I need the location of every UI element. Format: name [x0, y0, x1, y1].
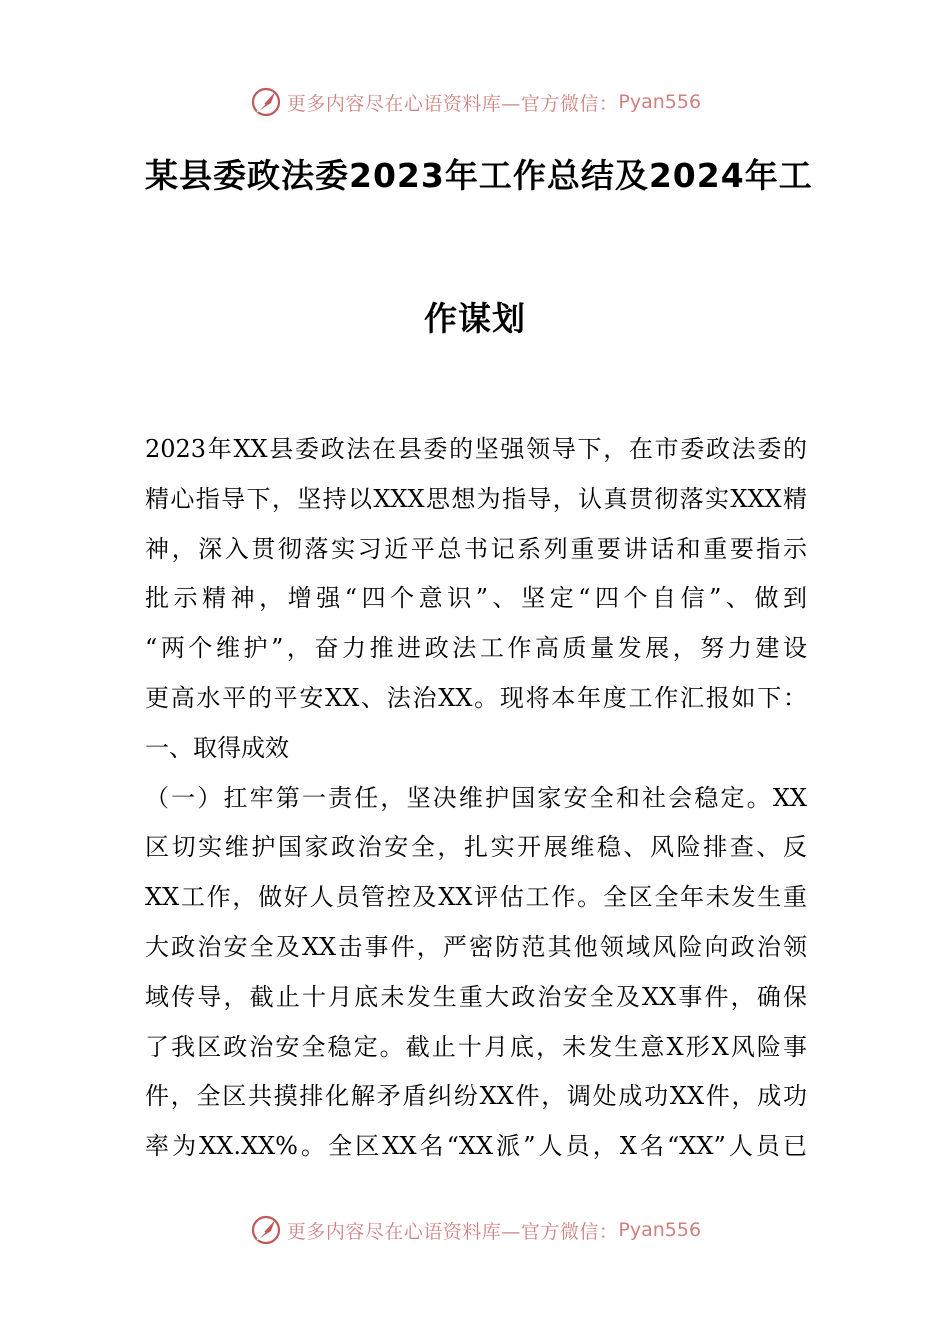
document-title-line-1: 某县委政法委2023年工作总结及2024年工: [145, 156, 813, 195]
body-line: “两个维护”，奋力推进政法工作高质量发展，努力建设: [145, 634, 807, 663]
watermark-wechat-id: Pyan556: [618, 1219, 702, 1241]
body-line: 精心指导下，坚持以XXX思想为指导，认真贯彻落实XXX精: [145, 484, 807, 513]
watermark-text: 更多内容尽在心语资料库—官方微信：: [286, 92, 619, 115]
watermark-text: 更多内容尽在心语资料库—官方微信：: [286, 1220, 619, 1243]
body-line: XX工作，做好人员管控及XX评估工作。全区全年未发生重: [145, 883, 807, 912]
body-line: 件，全区共摸排化解矛盾纠纷XX件，调处成功XX件，成功: [145, 1082, 807, 1111]
quill-logo-icon: [249, 85, 283, 119]
section-heading: 一、取得成效: [145, 733, 289, 762]
document-title-line-2: 作谋划: [424, 299, 526, 338]
body-line: （一）扛牢第一责任，坚决维护国家安全和社会稳定。XX: [145, 783, 807, 812]
body-line: 2023年XX县委政法在县委的坚强领导下，在市委政法委的: [145, 435, 807, 463]
watermark-wechat-id: Pyan556: [618, 91, 702, 113]
header-watermark: [0, 82, 950, 122]
body-line: 更高水平的平安XX、法治XX。现将本年度工作汇报如下：: [145, 683, 807, 712]
body-line: 大政治安全及XX击事件，严密防范其他领域风险向政治领: [145, 932, 807, 961]
footer-watermark: [0, 1210, 950, 1250]
quill-logo-icon: [249, 1213, 283, 1247]
body-line: 神，深入贯彻落实习近平总书记系列重要讲话和重要指示: [145, 534, 807, 563]
body-line: 了我区政治安全稳定。截止十月底，未发生意X形X风险事: [145, 1032, 807, 1061]
body-line: 区切实维护国家政治安全，扎实开展维稳、风险排查、反: [145, 833, 807, 862]
document-body: [145, 425, 807, 1172]
body-line: 率为XX.XX%。全区XX名“XX派”人员，X名“XX”人员已: [145, 1132, 807, 1161]
body-line: 批示精神，增强“四个意识”、坚定“四个自信”、做到: [145, 584, 807, 613]
body-line: 域传导，截止十月底未发生重大政治安全及XX事件，确保: [145, 982, 807, 1011]
